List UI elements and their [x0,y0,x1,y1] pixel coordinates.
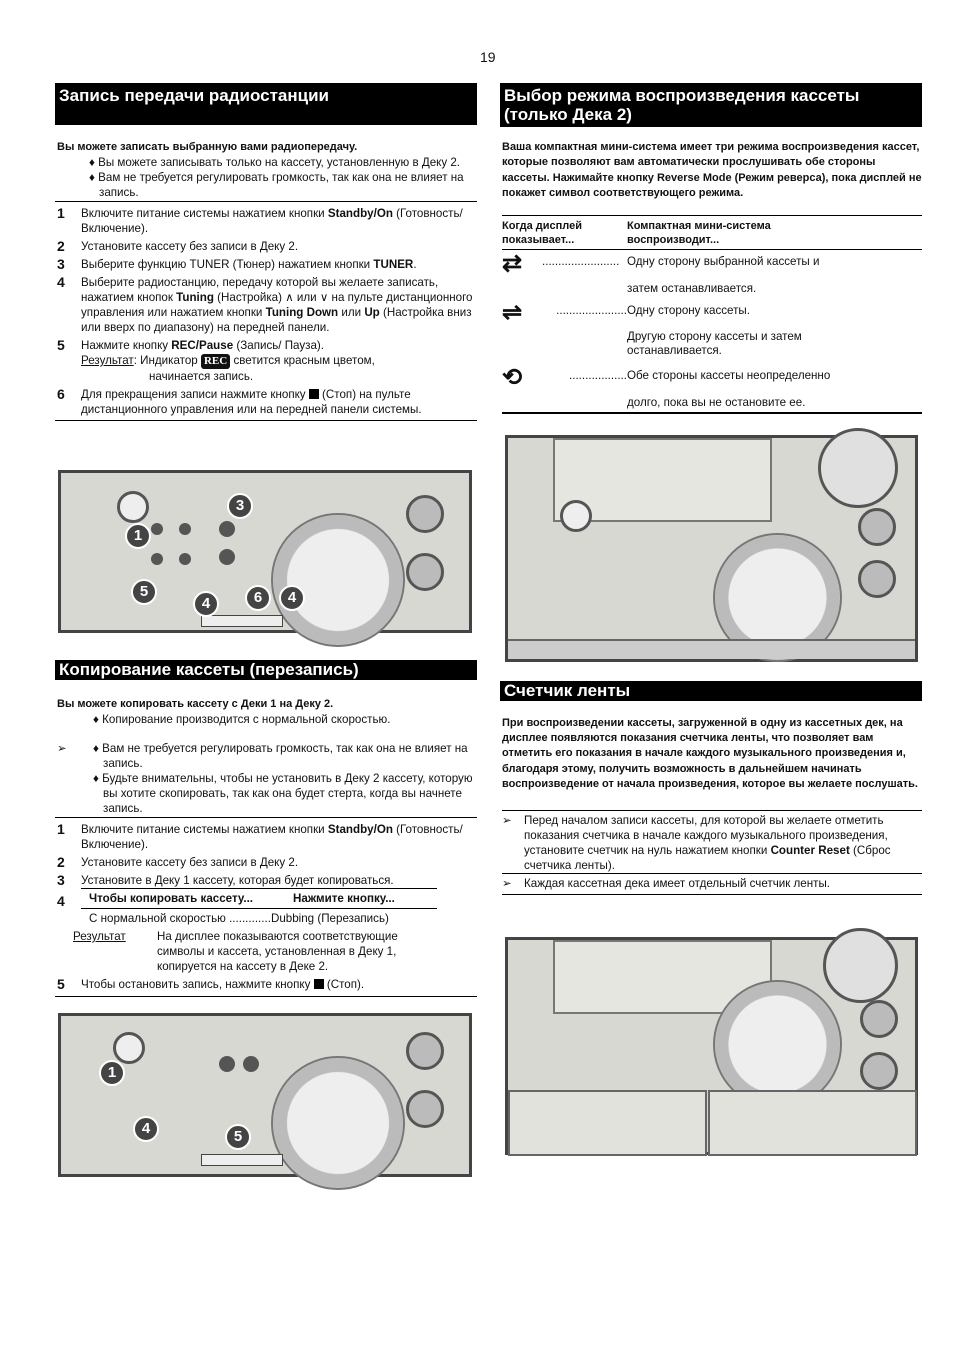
step-text: Установите в Деку 1 кассету, которая будет копироваться. [81,874,394,887]
step-text: Установите кассету без записи в Деку 2. [81,856,299,869]
leader-dots: ........................ [542,255,620,269]
step-text: Для прекращения записи нажмите кнопку [81,388,309,401]
column-header: Нажмите кнопку... [293,892,395,905]
divider [55,817,477,818]
counter-section [502,716,922,895]
mode-row [502,364,922,392]
step-number: 4 [57,274,65,290]
panel-button [219,521,235,537]
device-front-panel-image [58,470,472,633]
button-name: Standby/On [327,207,393,220]
step-number: 5 [57,976,65,992]
divider [502,873,922,874]
divider [55,420,477,421]
cassette-deck-1 [508,1090,707,1156]
radio-step-2 [57,239,477,254]
button-name: REC/Pause [171,339,234,352]
display-dial [823,928,898,1003]
dubbing-section [57,697,477,997]
panel-button [243,1056,259,1072]
reverse-section [502,140,922,414]
section-title-reverse: Выбор режима воспроизведения кассеты (только Дека 2) [500,83,922,127]
step-text: Выберите радиостанцию, передачу которой вы желаете записать, нажатием кнопок [81,276,439,304]
radio-step-3 [57,257,477,272]
callout-number: 6 [245,585,271,611]
radio-step-4 [57,275,477,335]
callout-number: 4 [133,1116,159,1142]
radio-step-6 [57,387,477,417]
callout-number: 4 [193,591,219,617]
mode-description: Другую сторону кассеты и затем останавливается. [627,330,802,358]
section-title-counter: Счетчик ленты [500,681,922,701]
button-name: Counter Reset [770,844,850,858]
panel-button [179,523,191,535]
standby-button [117,491,149,523]
rec-indicator-icon: REC [201,354,230,369]
device-front-panel-image [58,1013,472,1177]
knob [858,508,896,546]
step-text: Нажмите кнопку [81,339,172,352]
callout-number: 5 [131,579,157,605]
result-text: начинается запись. [149,370,254,383]
step-number: 3 [57,256,65,272]
counter-note [502,876,922,891]
counter-note [502,813,922,873]
mode-description: долго, пока вы не остановите ее. [627,396,806,410]
knob [860,1052,898,1090]
mode-description: Одну сторону выбранной кассеты и [627,255,820,269]
display-dial [818,428,898,508]
callout-number: 4 [279,585,305,611]
counter-lead: При воспроизведении кассеты, загруженной в одну из кассетных дек, на дисплее появляются показания счетчика ленты, что позволяет вам отметить его показания в начале каждого музыкального произведения и, благодаря этому, получить возможность в дальнейшем начинать воспроизведение от начала произведения, которое вы желаете послушать. [502,717,918,790]
step-text: (Стоп) на пульте дистанционного управления или на передней панели системы. [81,388,422,416]
cassette-deck-2 [708,1090,917,1156]
knob [858,560,896,598]
step-text: Включите питание системы нажатием кнопки [81,207,328,220]
callout-number: 5 [225,1124,251,1150]
panel-button [219,1056,235,1072]
mode-row [502,299,922,327]
dubbing-bullet: ♦ Будьте внимательны, чтобы не установить в Деку 2 кассету, которую вы хотите скопировать, так как она будет стерта, когда вы начнете запись. [93,772,473,815]
knob [860,1000,898,1038]
reverse-lead: Ваша компактная мини-система имеет три режима воспроизведения кассет, которые позволяют вам автоматически прослушивать обе стороны кассеты. Нажимайте кнопку [502,141,920,184]
callout-number: 1 [99,1060,125,1086]
volume-dial [271,513,405,647]
radio-bullet: ♦ Вам не требуется регулировать громкость, так как она не влияет на запись. [89,171,464,199]
divider [55,201,477,202]
radio-lead: Вы можете записать выбранную вами радиопередачу. [57,141,358,153]
step-text: Выберите функцию TUNER (Тюнер) нажатием кнопки [81,258,374,271]
dubbing-step-5 [57,977,477,992]
divider [502,810,922,811]
column-header: Чтобы копировать кассету... [89,892,254,905]
mode-table-header [502,215,922,250]
continuous-reverse-icon: ⟲ [502,364,523,392]
step-text: Чтобы остановить запись, нажмите кнопку [81,978,314,991]
knob [406,495,444,533]
dubbing-step-1 [57,822,477,852]
button-name: TUNER [373,258,414,271]
step-text: (Запись/ Пауза). [233,339,325,352]
leader-dots: .................. [569,369,627,383]
mode-description: Обе стороны кассеты неопределенно [627,369,831,383]
divider [502,412,922,414]
radio-step-5 [57,338,477,384]
result-label: Результат [81,354,134,367]
note-arrow-icon: ➢ [502,877,512,891]
button-name: Standby/On [327,823,393,836]
result-text: На дисплее показываются соответствующие символы и кассета, установленная в Деку 1, копируется на кассету в Деке 2. [157,930,398,973]
mode-row [502,250,922,278]
result-text: : Индикатор [133,354,201,367]
note-text: Перед началом записи кассеты, для которой вы желаете отметить показания счетчика в начале каждого музыкального произведения, установите счетчик на нуль нажатием кнопки [524,814,888,858]
dubbing-bullet: ♦ Вам не требуется регулировать громкость, так как она не влияет на запись. [93,742,468,770]
knob [406,1032,444,1070]
standby-button [113,1032,145,1064]
device-front-panel-image [505,937,918,1155]
step-text: Установите кассету без записи в Деку 2. [81,240,299,253]
dubbing-step-3 [57,873,477,888]
step-number: 2 [57,854,65,870]
dubbing-result [73,929,477,974]
note-arrow-icon: ➢ [57,742,67,755]
device-front-panel-image [505,435,918,662]
panel-button [151,523,163,535]
panel-base [508,639,915,659]
step-text: (Стоп). [323,978,365,991]
knob [406,1090,444,1128]
tuning-buttons [201,615,283,627]
panel-button [219,549,235,565]
result-text: светится красным цветом, [230,354,375,367]
reverse-lead: (Режим реверса), пока дисплей не покажет символ соответствующего режима. [502,171,922,199]
note-text: (Сброс счетчика ленты). [524,844,891,873]
divider [502,894,922,895]
button-name: Tuning [176,291,214,304]
page-number: 19 [480,49,496,65]
callout-number: 3 [227,493,253,519]
radio-section [57,140,477,421]
one-side-reverse-icon: ⇌ [502,299,523,327]
dubbing-bullet: ♦ Копирование производится с нормальной скоростью. [93,713,391,726]
step-number: 1 [57,205,65,221]
section-title-dubbing: Копирование кассеты (перезапись) [55,660,477,680]
column-header: Компактная мини-система воспроизводит... [627,220,771,247]
step-number: 4 [57,893,65,909]
step-text: (Готовность/ Включение). [81,823,463,851]
step-text: (Готовность/ Включение). [81,207,463,235]
panel-button [179,553,191,565]
leader-dots: ...................... [556,304,627,318]
stop-icon [314,979,324,989]
step-text: (Настройка) ∧ или ∨ на пульте дистанционного управления или нажатием кнопки [81,291,473,319]
divider [55,996,477,997]
column-header: Когда дисплей показывает... [502,220,582,247]
step-number: 6 [57,386,65,402]
panel-button [151,553,163,565]
button-name: Reverse Mode [656,171,732,184]
volume-dial [271,1056,405,1190]
step-number: 5 [57,337,65,353]
result-label: Результат [73,930,126,943]
step-text: или [338,306,365,319]
step-text: . [413,258,417,271]
button-name: Up [364,306,380,319]
step-text: (Настройка вниз или вверх по диапазону) на передней панели. [81,306,472,334]
radio-step-1 [57,206,477,236]
note-arrow-icon: ➢ [502,814,512,828]
tuning-buttons [201,1154,283,1166]
dubbing-table-header [81,888,437,909]
mode-description: Одну сторону кассеты. [627,304,750,318]
button-name: Tuning Down [265,306,339,319]
radio-bullet: ♦ Вы можете записывать только на кассету, установленную в Деку 2. [89,156,461,169]
step-number: 1 [57,821,65,837]
stop-icon [309,389,319,399]
step-number: 3 [57,872,65,888]
note-text: Каждая кассетная дека имеет отдельный счетчик ленты. [524,877,831,891]
step-number: 2 [57,238,65,254]
step-text: Включите питание системы нажатием кнопки [81,823,328,836]
section-title-radio: Запись передачи радиостанции [55,83,477,125]
one-way-icon: ⇄ [502,250,523,278]
dubbing-step-2 [57,855,477,870]
callout-number: 1 [125,523,151,549]
mode-description: затем останавливается. [627,282,757,296]
dubbing-step-4 [57,888,477,926]
knob [406,553,444,591]
standby-button [560,500,592,532]
dubbing-lead: Вы можете копировать кассету с Деки 1 на Деку 2. [57,698,334,710]
dubbing-table-row: С нормальной скоростью .............Dubbing (Перезапись) [89,912,389,925]
